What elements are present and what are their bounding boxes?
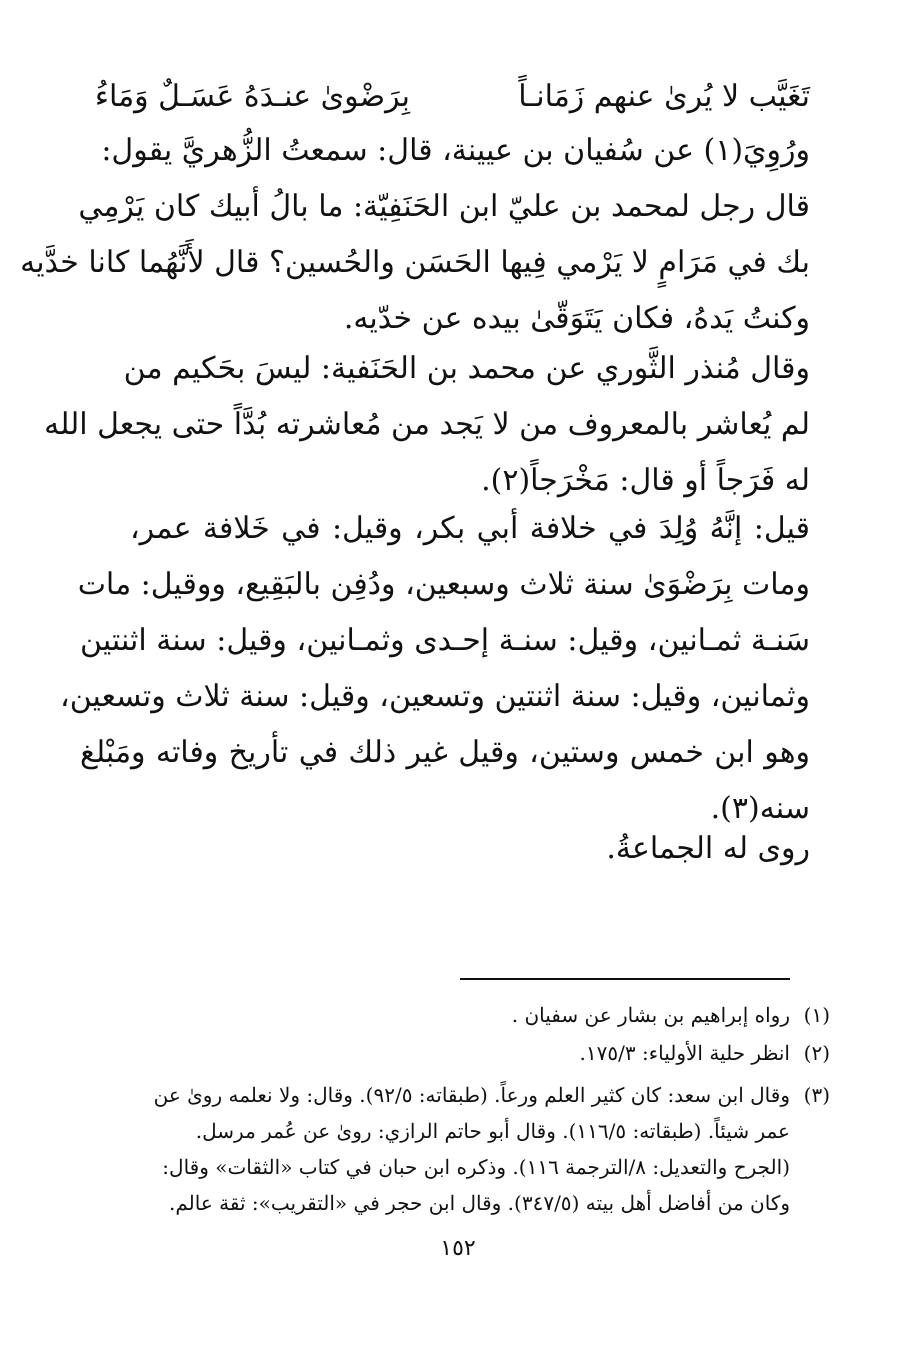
footnote-number: (٢)	[803, 1041, 830, 1065]
verse-second-hemistich: بِرَضْوىٰ عنـدَهُ عَسَـلٌ وَمَاءُ	[94, 79, 410, 114]
paragraph-line: ومات بِرَضْوَىٰ سنة ثلاث وسبعين، ودُفِن بالبَقِيع، ووقيل: مات	[77, 567, 810, 602]
paragraph-line: وهو ابن خمس وستين، وقيل غير ذلك في تأريخ وفاته ومَبْلغ	[80, 735, 810, 770]
paragraph-line: ورُوِيَ(١) عن سُفيان بن عيينة، قال: سمعتُ الزُّهريَّ يقول:	[101, 133, 810, 168]
footnote-number: (٣)	[803, 1083, 830, 1107]
footnote-line: (الجرح والتعديل: ٨/الترجمة ١١٦). وذكره ابن حبان في كتاب «الثقات» وقال:	[162, 1155, 790, 1179]
paragraph-line: روى له الجماعةُ.	[606, 831, 810, 866]
footnote-line: وكان من أفاضل أهل بيته (٣٤٧/٥). وقال ابن حجر في «التقريب»: ثقة عالم.	[169, 1191, 790, 1215]
verse-first-hemistich: تَغَيَّب لا يُرىٰ عنهم زَمَانـاً	[518, 79, 810, 114]
paragraph-line: وثمانين، وقيل: سنة اثنتين وتسعين، وقيل: سنة ثلاث وتسعين،	[60, 679, 810, 714]
footnote-separator	[460, 978, 790, 980]
footnote-3	[90, 1076, 830, 1236]
paragraph-line: لم يُعاشر بالمعروف من لا يَجد من مُعاشرته بُدَّاً حتى يجعل الله	[44, 407, 810, 442]
paragraph-line: له فَرَجاً أو قال: مَخْرَجاً(٢).	[481, 463, 810, 498]
footnote-number: (١)	[803, 1003, 830, 1027]
footnote-line: انظر حلية الأولياء: ١٧٥/٣.	[579, 1041, 790, 1065]
paragraph-line: سنه(٣).	[710, 791, 810, 826]
page-number: ١٥٢	[440, 1236, 476, 1261]
footnote-line: وقال ابن سعد: كان كثير العلم ورعاً. (طبقاته: ٩٢/٥). وقال: ولا نعلمه روىٰ عن	[153, 1083, 790, 1107]
paragraph-line: سَنـة ثمـانين، وقيل: سنـة إحـدى وثمـانين، وقيل: سنة اثنتين	[80, 623, 810, 658]
paragraph-line: قال رجل لمحمد بن عليّ ابن الحَنَفِيّة: ما بالُ أبيك كان يَرْمِي	[78, 189, 810, 224]
paragraph-line: وكنتُ يَدهُ، فكان يَتَوَقّىٰ بيده عن خدّيه.	[343, 301, 810, 336]
paragraph-line: بك في مَرَامٍ لا يَرْمي فِيها الحَسَن والحُسين؟ قال لأَنَّهُما كانا خدَّيه	[20, 245, 810, 280]
footnote-line: رواه إبراهيم بن بشار عن سفيان .	[511, 1003, 790, 1027]
paragraph-line: وقال مُنذر الثَّوري عن محمد بن الحَنَفية: ليسَ بحَكيم من	[123, 351, 810, 386]
paragraph-line: قيل: إنَّهُ وُلِدَ في خلافة أبي بكر، وقيل: في خَلافة عمر،	[130, 511, 810, 546]
footnote-line: عمر شيئاً. (طبقاته: ١١٦/٥). وقال أبو حاتم الرازي: روىٰ عن عُمر مرسل.	[195, 1119, 790, 1143]
